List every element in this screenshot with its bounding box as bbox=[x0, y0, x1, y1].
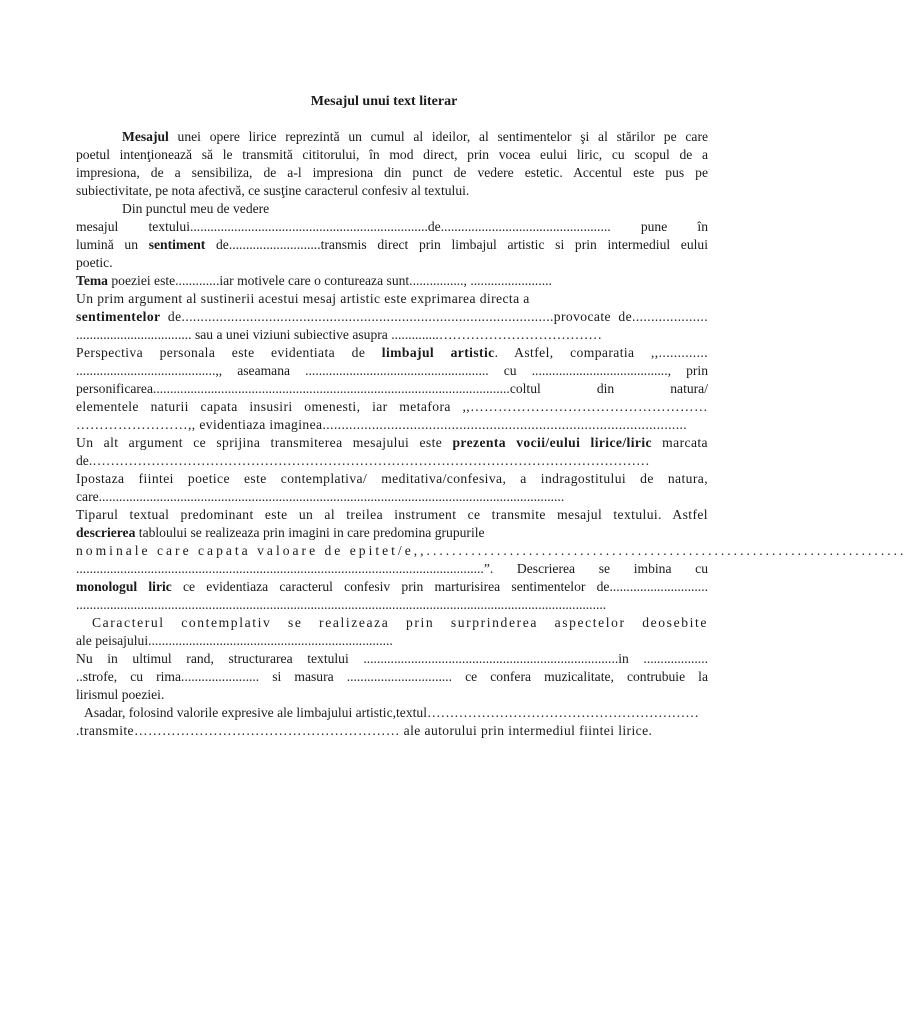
text-line bbox=[76, 434, 708, 452]
bold-term: monologul liric bbox=[76, 579, 172, 594]
bold-term: sentiment bbox=[148, 237, 206, 252]
text-run: nominale care capata valoare de epitet/e,,........................................................................... bbox=[76, 543, 906, 558]
text-run: ............................................................................................................................................................ bbox=[76, 597, 607, 612]
text-line bbox=[92, 614, 708, 632]
text-line bbox=[76, 272, 708, 290]
bold-term: sentimentelor bbox=[76, 309, 161, 324]
text-run: elementele naturii capata insusiri omenesti, iar metafora ,,…………………………………………… bbox=[76, 399, 708, 414]
text-run: de...........................transmis direct prin limbajul artistic si prin intermediul eului bbox=[205, 237, 708, 252]
text-line bbox=[122, 128, 708, 146]
text-line bbox=[76, 308, 708, 326]
text-run: impresiona, de a sensibiliza, de a-l impresiona din punct de vedere estetic. Accentul este pus pe bbox=[76, 165, 708, 180]
text-line bbox=[76, 686, 708, 704]
text-run: marcata bbox=[651, 435, 708, 450]
text-run: poetul intenţionează să le transmită cititorului, în mod direct, prin vocea eului liric, cu scopul de a bbox=[76, 147, 708, 162]
text-run: ……………………,, evidentiaza imaginea................................................................................................ bbox=[76, 417, 688, 432]
text-line bbox=[76, 506, 708, 524]
text-run: poeziei este.............iar motivele care o contureaza sunt................, ........................ bbox=[107, 273, 552, 288]
text-run: Caracterul contemplativ se realizeaza prin surprinderea aspectelor deosebite bbox=[92, 615, 708, 630]
text-run: . Astfel, comparatia ,,............. bbox=[494, 345, 708, 360]
text-run: lirismul poeziei. bbox=[76, 687, 165, 702]
bold-term: Mesajul bbox=[122, 129, 169, 144]
text-run: care......................................................................................................................................... bbox=[76, 489, 565, 504]
text-run: Un prim argument al sustinerii acestui mesaj artistic este exprimarea directa a bbox=[76, 291, 530, 306]
text-line bbox=[76, 290, 708, 308]
text-run: tabloului se realizeaza prin imagini in care predomina grupurile bbox=[135, 525, 485, 540]
text-run: Perspectiva personala este evidentiata de bbox=[76, 345, 382, 360]
text-run: .........................................,, aseamana ...................................................... cu ........................................, prin bbox=[76, 363, 708, 378]
text-run: Nu in ultimul rand, structurarea textului ...........................................................................in ................... bbox=[76, 651, 708, 666]
bold-term: limbajul artistic bbox=[381, 345, 495, 360]
text-run: mesajul textului......................................................................de.................................................. pune în bbox=[76, 219, 708, 234]
text-run: poetic. bbox=[76, 255, 113, 270]
text-run: lumină un bbox=[76, 237, 149, 252]
text-run: subiectivitate, pe nota afectivă, ce susţine caracterul confesiv al textului. bbox=[76, 183, 470, 198]
text-line bbox=[76, 416, 708, 434]
text-line bbox=[76, 542, 906, 560]
text-line bbox=[76, 218, 708, 236]
text-run: ale peisajului........................................................................ bbox=[76, 633, 393, 648]
document-title: Mesajul unui text literar bbox=[310, 94, 458, 109]
text-run: Un alt argument ce sprijina transmiterea mesajului este bbox=[76, 435, 453, 450]
text-run: Din punctul meu de vedere bbox=[122, 201, 270, 216]
text-run: Asadar, folosind valorile expresive ale limbajului artistic,textul…………………………………………………… bbox=[84, 705, 699, 720]
text-line bbox=[76, 650, 708, 668]
text-line bbox=[84, 704, 708, 722]
text-line bbox=[76, 596, 708, 614]
text-line bbox=[76, 236, 708, 254]
text-run: unei opere lirice reprezintă un cumul al ideilor, al sentimentelor şi al stărilor pe care bbox=[168, 129, 708, 144]
text-line bbox=[76, 470, 708, 488]
bold-term: prezenta vocii/eului lirice/liric bbox=[452, 435, 652, 450]
text-line bbox=[76, 146, 708, 164]
bold-term: Tema bbox=[76, 273, 108, 288]
text-line bbox=[76, 380, 708, 398]
text-run: Tiparul textual predominant este un al treilea instrument ce transmite mesajul textului. Astfel bbox=[76, 507, 708, 522]
bold-term: descrierea bbox=[76, 525, 136, 540]
text-line bbox=[76, 398, 708, 416]
text-run: Ipostaza fiintei poetice este contemplativa/ meditativa/confesiva, a indragostitului de natura, bbox=[76, 471, 708, 486]
text-line bbox=[76, 326, 708, 344]
text-run: ce evidentiaza caracterul confesiv prin marturisirea sentimentelor de............................. bbox=[171, 579, 708, 594]
text-run: de.…………………………………………………………………………………………………………… bbox=[76, 453, 650, 468]
text-line bbox=[76, 452, 708, 470]
text-line bbox=[76, 164, 708, 182]
text-run: .................................. sau a unei viziuni subiective asupra ..............……………………………… bbox=[76, 327, 602, 342]
text-line bbox=[76, 578, 708, 596]
text-line bbox=[76, 182, 708, 200]
text-line bbox=[76, 524, 708, 542]
text-line bbox=[122, 200, 708, 218]
text-run: de..................................................................................................provocate de.................... bbox=[160, 309, 708, 324]
text-line bbox=[76, 344, 708, 362]
text-line bbox=[76, 722, 708, 740]
text-run: .transmite………………………………………………… ale autorului prin intermediul fiintei lirice. bbox=[76, 723, 653, 738]
text-line bbox=[76, 668, 708, 686]
text-line bbox=[76, 488, 708, 506]
text-line bbox=[76, 632, 708, 650]
text-line bbox=[76, 254, 708, 272]
text-run: ..strofe, cu rima....................... si masura ............................... ce confera muzicalitate, contrubuie la bbox=[76, 669, 708, 684]
text-run: personificarea.........................................................................................................coltul din natura/ bbox=[76, 381, 708, 396]
text-line bbox=[76, 560, 708, 578]
text-run: ........................................................................................................................”. Descrierea se imbina cu bbox=[76, 561, 708, 576]
text-line bbox=[76, 362, 708, 380]
